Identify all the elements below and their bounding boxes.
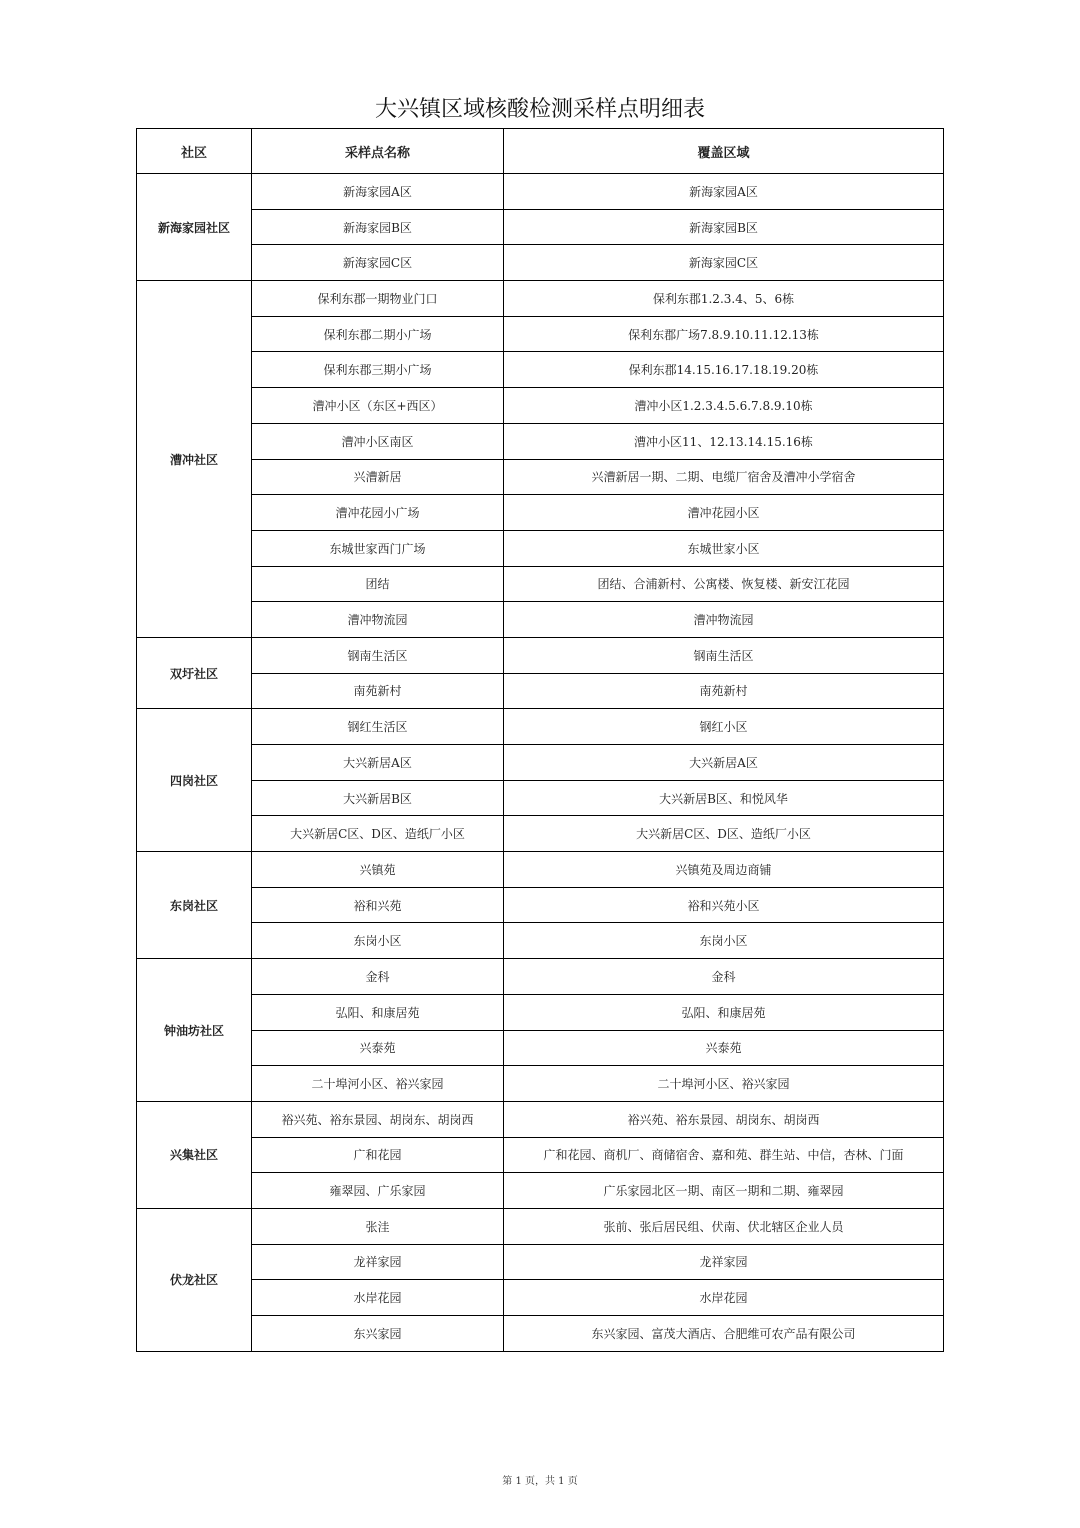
site-name-cell: 大兴新居A区 <box>252 745 504 781</box>
table-row <box>137 852 944 888</box>
site-name-cell: 兴镇苑 <box>252 852 504 888</box>
page-title: 大兴镇区域核酸检测采样点明细表 <box>374 97 705 122</box>
community-cell: 新海家园社区 <box>137 174 252 281</box>
table-row <box>137 637 944 673</box>
table-row <box>137 1208 944 1244</box>
site-name-cell: 新海家园B区 <box>252 209 504 245</box>
site-name-cell: 东城世家西门广场 <box>252 530 504 566</box>
coverage-area-cell: 漕冲小区11、12.13.14.15.16栋 <box>504 423 944 459</box>
table-row <box>137 816 944 852</box>
coverage-area-cell: 弘阳、和康居苑 <box>504 994 944 1030</box>
site-name-cell: 保利东郡一期物业门口 <box>252 281 504 317</box>
coverage-area-cell: 大兴新居C区、D区、造纸厂小区 <box>504 816 944 852</box>
table-row <box>137 745 944 781</box>
table-row <box>137 1101 944 1137</box>
site-name-cell: 兴泰苑 <box>252 1030 504 1066</box>
community-cell: 兴集社区 <box>137 1101 252 1208</box>
community-cell: 钟油坊社区 <box>137 959 252 1102</box>
table-row <box>137 780 944 816</box>
coverage-area-cell: 大兴新居B区、和悦风华 <box>504 780 944 816</box>
site-name-cell: 漕冲物流园 <box>252 602 504 638</box>
site-name-cell: 广和花园 <box>252 1137 504 1173</box>
table-row <box>137 1244 944 1280</box>
site-name-cell: 新海家园A区 <box>252 174 504 210</box>
table-row <box>137 459 944 495</box>
site-name-cell: 漕冲小区南区 <box>252 423 504 459</box>
header-community: 社区 <box>137 129 252 174</box>
coverage-area-cell: 二十埠河小区、裕兴家园 <box>504 1066 944 1102</box>
table-row <box>137 709 944 745</box>
table-row <box>137 352 944 388</box>
site-name-cell: 钢南生活区 <box>252 637 504 673</box>
community-cell: 伏龙社区 <box>137 1208 252 1351</box>
coverage-area-cell: 东城世家小区 <box>504 530 944 566</box>
site-name-cell: 裕兴苑、裕东景园、胡岗东、胡岗西 <box>252 1101 504 1137</box>
table-row <box>137 1280 944 1316</box>
table-row <box>137 1137 944 1173</box>
coverage-area-cell: 兴镇苑及周边商铺 <box>504 852 944 888</box>
table-body <box>137 174 944 1352</box>
table-row <box>137 423 944 459</box>
coverage-area-cell: 保利东郡1.2.3.4、5、6栋 <box>504 281 944 317</box>
coverage-area-cell: 漕冲物流园 <box>504 602 944 638</box>
table-row <box>137 530 944 566</box>
site-name-cell: 南苑新村 <box>252 673 504 709</box>
sampling-sites-table <box>136 128 944 1352</box>
community-cell: 东岗社区 <box>137 852 252 959</box>
table-row <box>137 1316 944 1352</box>
coverage-area-cell: 钢红小区 <box>504 709 944 745</box>
community-cell: 漕冲社区 <box>137 281 252 638</box>
table-row <box>137 994 944 1030</box>
site-name-cell: 东兴家园 <box>252 1316 504 1352</box>
site-name-cell: 东岗小区 <box>252 923 504 959</box>
site-name-cell: 裕和兴苑 <box>252 887 504 923</box>
table-row <box>137 174 944 210</box>
coverage-area-cell: 钢南生活区 <box>504 637 944 673</box>
table-row <box>137 602 944 638</box>
table-row <box>137 245 944 281</box>
table-row <box>137 959 944 995</box>
site-name-cell: 龙祥家园 <box>252 1244 504 1280</box>
coverage-area-cell: 新海家园C区 <box>504 245 944 281</box>
site-name-cell: 漕冲小区（东区+西区） <box>252 388 504 424</box>
coverage-area-cell: 裕和兴苑小区 <box>504 887 944 923</box>
site-name-cell: 大兴新居C区、D区、造纸厂小区 <box>252 816 504 852</box>
coverage-area-cell: 新海家园A区 <box>504 174 944 210</box>
table-row <box>137 495 944 531</box>
coverage-area-cell: 裕兴苑、裕东景园、胡岗东、胡岗西 <box>504 1101 944 1137</box>
coverage-area-cell: 金科 <box>504 959 944 995</box>
site-name-cell: 大兴新居B区 <box>252 780 504 816</box>
coverage-area-cell: 龙祥家园 <box>504 1244 944 1280</box>
site-name-cell: 保利东郡三期小广场 <box>252 352 504 388</box>
community-cell: 双圩社区 <box>137 637 252 708</box>
site-name-cell: 金科 <box>252 959 504 995</box>
coverage-area-cell: 保利东郡广场7.8.9.10.11.12.13栋 <box>504 316 944 352</box>
coverage-area-cell: 广和花园、商机厂、商储宿舍、嘉和苑、群生站、中信，杏林、门面 <box>504 1137 944 1173</box>
coverage-area-cell: 兴漕新居一期、二期、电缆厂宿舍及漕冲小学宿舍 <box>504 459 944 495</box>
site-name-cell: 雍翠园、广乐家园 <box>252 1173 504 1209</box>
site-name-cell: 漕冲花园小广场 <box>252 495 504 531</box>
coverage-area-cell: 漕冲小区1.2.3.4.5.6.7.8.9.10栋 <box>504 388 944 424</box>
coverage-area-cell: 漕冲花园小区 <box>504 495 944 531</box>
coverage-area-cell: 南苑新村 <box>504 673 944 709</box>
site-name-cell: 二十埠河小区、裕兴家园 <box>252 1066 504 1102</box>
coverage-area-cell: 广乐家园北区一期、南区一期和二期、雍翠园 <box>504 1173 944 1209</box>
coverage-area-cell: 张前、张后居民组、伏南、伏北辖区企业人员 <box>504 1208 944 1244</box>
site-name-cell: 钢红生活区 <box>252 709 504 745</box>
community-cell: 四岗社区 <box>137 709 252 852</box>
site-name-cell: 张洼 <box>252 1208 504 1244</box>
coverage-area-cell: 新海家园B区 <box>504 209 944 245</box>
table-row <box>137 566 944 602</box>
table-row <box>137 209 944 245</box>
page-footer: 第 1 页，共 1 页 <box>502 1476 578 1487</box>
site-name-cell: 团结 <box>252 566 504 602</box>
table-row <box>137 316 944 352</box>
table-row <box>137 1030 944 1066</box>
header-site-name: 采样点名称 <box>252 129 504 174</box>
site-name-cell: 保利东郡二期小广场 <box>252 316 504 352</box>
site-name-cell: 弘阳、和康居苑 <box>252 994 504 1030</box>
coverage-area-cell: 团结、合浦新村、公寓楼、恢复楼、新安江花园 <box>504 566 944 602</box>
coverage-area-cell: 兴泰苑 <box>504 1030 944 1066</box>
table-header-row <box>137 129 944 174</box>
table-row <box>137 673 944 709</box>
header-coverage-area: 覆盖区域 <box>504 129 944 174</box>
coverage-area-cell: 大兴新居A区 <box>504 745 944 781</box>
table-row <box>137 1173 944 1209</box>
table-row <box>137 281 944 317</box>
table-row <box>137 887 944 923</box>
coverage-area-cell: 东岗小区 <box>504 923 944 959</box>
coverage-area-cell: 保利东郡14.15.16.17.18.19.20栋 <box>504 352 944 388</box>
table-row <box>137 388 944 424</box>
coverage-area-cell: 东兴家园、富茂大酒店、合肥维可农产品有限公司 <box>504 1316 944 1352</box>
site-name-cell: 水岸花园 <box>252 1280 504 1316</box>
table-row <box>137 1066 944 1102</box>
site-name-cell: 兴漕新居 <box>252 459 504 495</box>
table-row <box>137 923 944 959</box>
coverage-area-cell: 水岸花园 <box>504 1280 944 1316</box>
site-name-cell: 新海家园C区 <box>252 245 504 281</box>
